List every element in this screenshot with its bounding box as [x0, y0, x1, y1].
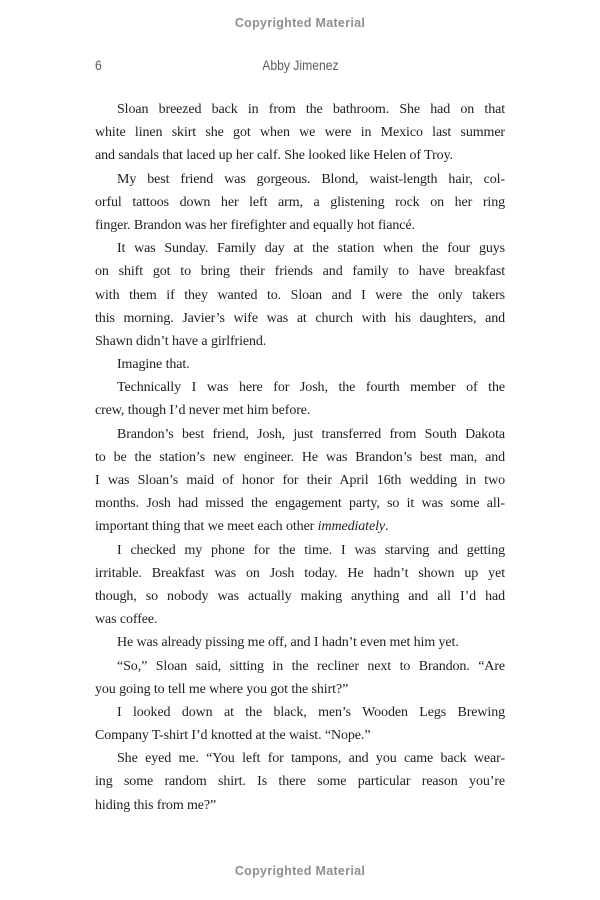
text-segment: orful tattoos down her left arm, a glistening rock on her ring: [95, 194, 505, 210]
paragraph: [95, 655, 505, 701]
text-line: [95, 469, 505, 492]
running-header: [95, 58, 505, 76]
text-line: [95, 631, 505, 654]
text-segment: I checked my phone for the time. I was starving and getting: [117, 542, 505, 558]
text-line: [95, 330, 505, 353]
italic-text: immediately: [317, 519, 385, 535]
text-line: [95, 168, 505, 191]
copyright-notice-top: Copyrighted Material: [234, 16, 366, 30]
paragraph: [95, 237, 505, 353]
text-segment: He was already pissing me off, and I hadn’t even met him yet.: [117, 635, 459, 651]
text-segment: Brandon’s best friend, Josh, just transferred from South Dakota: [117, 426, 505, 442]
text-line: [95, 446, 505, 469]
text-line: [95, 539, 505, 562]
text-line: [95, 98, 505, 121]
text-line: [95, 307, 505, 330]
paragraph: [95, 747, 505, 817]
text-segment: to be the station’s new engineer. He was Brandon’s best man, and: [95, 449, 505, 465]
text-segment: hiding this from me?”: [95, 797, 217, 813]
text-segment: Imagine that.: [117, 357, 190, 373]
text-segment: this morning. Javier’s wife was at church with his daughters, and: [95, 310, 505, 326]
text-line: [95, 585, 505, 608]
text-line: [95, 399, 505, 422]
text-segment: important thing that we meet each other: [95, 519, 318, 535]
text-line: [95, 191, 505, 214]
text-segment: Shawn didn’t have a girlfriend.: [95, 333, 267, 349]
text-segment: I looked down at the black, men’s Wooden Legs Brewing: [117, 704, 505, 720]
text-line: [95, 376, 505, 399]
text-line: [95, 144, 505, 167]
text-line: [95, 423, 505, 446]
text-line: [95, 608, 505, 631]
text-line: [95, 515, 505, 538]
text-line: [95, 284, 505, 307]
paragraph: [95, 631, 505, 654]
text-line: [95, 770, 505, 793]
paragraph: [95, 168, 505, 238]
text-segment: finger. Brandon was her firefighter and equally hot fiancé.: [95, 217, 415, 233]
text-line: [95, 678, 505, 701]
text-segment: on shift got to bring their friends and family to have breakfast: [95, 264, 505, 280]
page-number: 6: [95, 58, 102, 73]
text-line: [95, 562, 505, 585]
body-text: [95, 98, 505, 817]
text-segment: was coffee.: [95, 612, 158, 628]
text-line: [95, 724, 505, 747]
text-line: [95, 794, 505, 817]
text-line: [95, 260, 505, 283]
text-segment: .: [384, 519, 389, 535]
text-segment: Sloan breezed back in from the bathroom. She had on that: [117, 102, 505, 117]
text-segment: ing some random shirt. Is there some particular reason you’re: [95, 774, 505, 790]
paragraph: [95, 423, 505, 539]
paragraph: [95, 539, 505, 632]
text-segment: and sandals that laced up her calf. She looked like Helen of Troy.: [95, 148, 453, 164]
text-segment: months. Josh had missed the engagement party, so it was some all-: [95, 496, 505, 512]
paragraph: [95, 353, 505, 376]
paragraph: [95, 701, 505, 747]
text-segment: I was Sloan’s maid of honor for their April 16th wedding in two: [95, 473, 505, 488]
text-line: [95, 214, 505, 237]
paragraph: [95, 376, 505, 422]
text-segment: She eyed me. “You left for tampons, and you came back wear-: [117, 751, 505, 767]
copyright-notice-bottom: Copyrighted Material: [234, 864, 366, 878]
text-segment: you going to tell me where you got the shirt?”: [95, 681, 349, 697]
text-line: [95, 353, 505, 376]
text-line: [95, 701, 505, 724]
text-line: [95, 492, 505, 515]
text-line: [95, 655, 505, 678]
text-line: [95, 747, 505, 770]
text-segment: with them if they wanted to. Sloan and I were the only takers: [95, 287, 505, 303]
paragraph: [95, 98, 505, 168]
text-line: [95, 121, 505, 144]
text-segment: “So,” Sloan said, sitting in the recliner next to Brandon. “Are: [117, 658, 505, 674]
text-segment: though, so nobody was actually making anything and all I’d had: [95, 588, 505, 604]
text-line: [95, 237, 505, 260]
text-segment: My best friend was gorgeous. Blond, waist-length hair, col-: [117, 171, 505, 187]
text-segment: irritable. Breakfast was on Josh today. He hadn’t shown up yet: [95, 565, 505, 581]
author-name: Abby Jimenez: [261, 58, 339, 73]
text-segment: It was Sunday. Family day at the station when the four guys: [117, 241, 505, 257]
text-segment: Technically I was here for Josh, the fourth member of the: [117, 380, 505, 396]
text-segment: white linen skirt she got when we were in Mexico last summer: [95, 125, 505, 141]
text-segment: Company T-shirt I’d knotted at the waist. “Nope.”: [95, 728, 371, 744]
running-title: [95, 58, 505, 73]
text-segment: crew, though I’d never met him before.: [95, 403, 311, 419]
